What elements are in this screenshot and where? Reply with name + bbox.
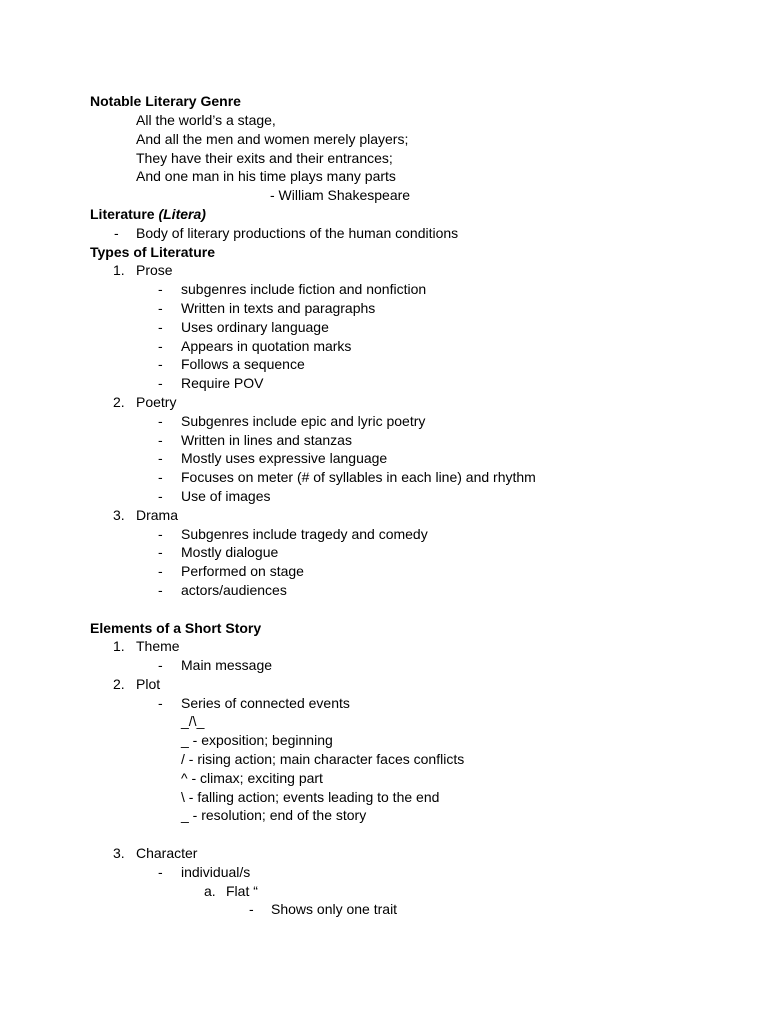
- bullet-dash: -: [158, 526, 163, 542]
- literature-heading-title: Literature: [90, 206, 155, 222]
- list-item: Written in texts and paragraphs: [181, 300, 376, 316]
- bullet-dash: -: [114, 225, 119, 241]
- bullet-dash: -: [158, 450, 163, 466]
- section-heading-types: Types of Literature: [90, 244, 215, 260]
- bullet-dash: -: [158, 281, 163, 297]
- section-heading-elements: Elements of a Short Story: [90, 620, 262, 636]
- type-label-drama: Drama: [136, 507, 179, 523]
- list-item: Written in lines and stanzas: [181, 432, 352, 448]
- list-number: 3.: [113, 845, 125, 861]
- plot-stage: / - rising action; main character faces conflicts: [181, 751, 465, 767]
- type-label-poetry: Poetry: [136, 394, 177, 410]
- list-item: Follows a sequence: [181, 356, 305, 372]
- literature-definition: Body of literary productions of the human conditions: [136, 225, 459, 241]
- plot-diagram-text: _/\_: [181, 713, 205, 729]
- list-item: Appears in quotation marks: [181, 338, 352, 354]
- bullet-dash: -: [158, 695, 163, 711]
- list-letter: a.: [204, 883, 216, 899]
- bullet-dash: -: [158, 338, 163, 354]
- list-item: Mostly uses expressive language: [181, 450, 388, 466]
- list-item: Use of images: [181, 488, 271, 504]
- bullet-dash: -: [158, 563, 163, 579]
- list-item: Shows only one trait: [271, 901, 398, 917]
- poem-line: And one man in his time plays many parts: [136, 168, 396, 184]
- bullet-dash: -: [158, 657, 163, 673]
- list-item: subgenres include fiction and nonfiction: [181, 281, 427, 297]
- list-item: Require POV: [181, 375, 264, 391]
- bullet-dash: -: [158, 864, 163, 880]
- character-sub-label: Flat “: [226, 883, 258, 899]
- element-label-character: Character: [136, 845, 198, 861]
- list-item: actors/audiences: [181, 582, 287, 598]
- plot-stage: _ - resolution; end of the story: [181, 807, 367, 823]
- bullet-dash: -: [249, 901, 254, 917]
- list-item: Performed on stage: [181, 563, 304, 579]
- element-label-plot: Plot: [136, 676, 161, 692]
- plot-stage: _ - exposition; beginning: [181, 732, 333, 748]
- list-item: Subgenres include tragedy and comedy: [181, 526, 428, 542]
- element-label-theme: Theme: [136, 638, 180, 654]
- list-number: 3.: [113, 507, 125, 523]
- poem-line: They have their exits and their entrances;: [136, 150, 393, 166]
- bullet-dash: -: [158, 432, 163, 448]
- type-label-prose: Prose: [136, 262, 173, 278]
- list-item: individual/s: [181, 864, 251, 880]
- plot-stage: ^ - climax; exciting part: [181, 770, 323, 786]
- bullet-dash: -: [158, 469, 163, 485]
- poem-attribution: - William Shakespeare: [270, 187, 411, 203]
- poem-line: All the world’s a stage,: [136, 112, 276, 128]
- bullet-dash: -: [158, 356, 163, 372]
- bullet-dash: -: [158, 544, 163, 560]
- list-item: Series of connected events: [181, 695, 350, 711]
- list-item: Focuses on meter (# of syllables in each line) and rhythm: [181, 469, 536, 485]
- list-item: Main message: [181, 657, 273, 673]
- literature-heading-latin: (Litera): [158, 206, 206, 222]
- list-number: 2.: [113, 394, 125, 410]
- bullet-dash: -: [158, 488, 163, 504]
- list-number: 1.: [113, 262, 125, 278]
- bullet-dash: -: [158, 375, 163, 391]
- bullet-dash: -: [158, 300, 163, 316]
- literature-heading: [90, 205, 206, 223]
- bullet-dash: -: [158, 582, 163, 598]
- list-number: 1.: [113, 638, 125, 654]
- bullet-dash: -: [158, 319, 163, 335]
- section-heading-genre: Notable Literary Genre: [90, 93, 241, 109]
- list-number: 2.: [113, 676, 125, 692]
- plot-stage: \ - falling action; events leading to the end: [181, 789, 440, 805]
- poem-line: And all the men and women merely players;: [136, 131, 409, 147]
- bullet-dash: -: [158, 413, 163, 429]
- list-item: Mostly dialogue: [181, 544, 279, 560]
- list-item: Subgenres include epic and lyric poetry: [181, 413, 426, 429]
- list-item: Uses ordinary language: [181, 319, 329, 335]
